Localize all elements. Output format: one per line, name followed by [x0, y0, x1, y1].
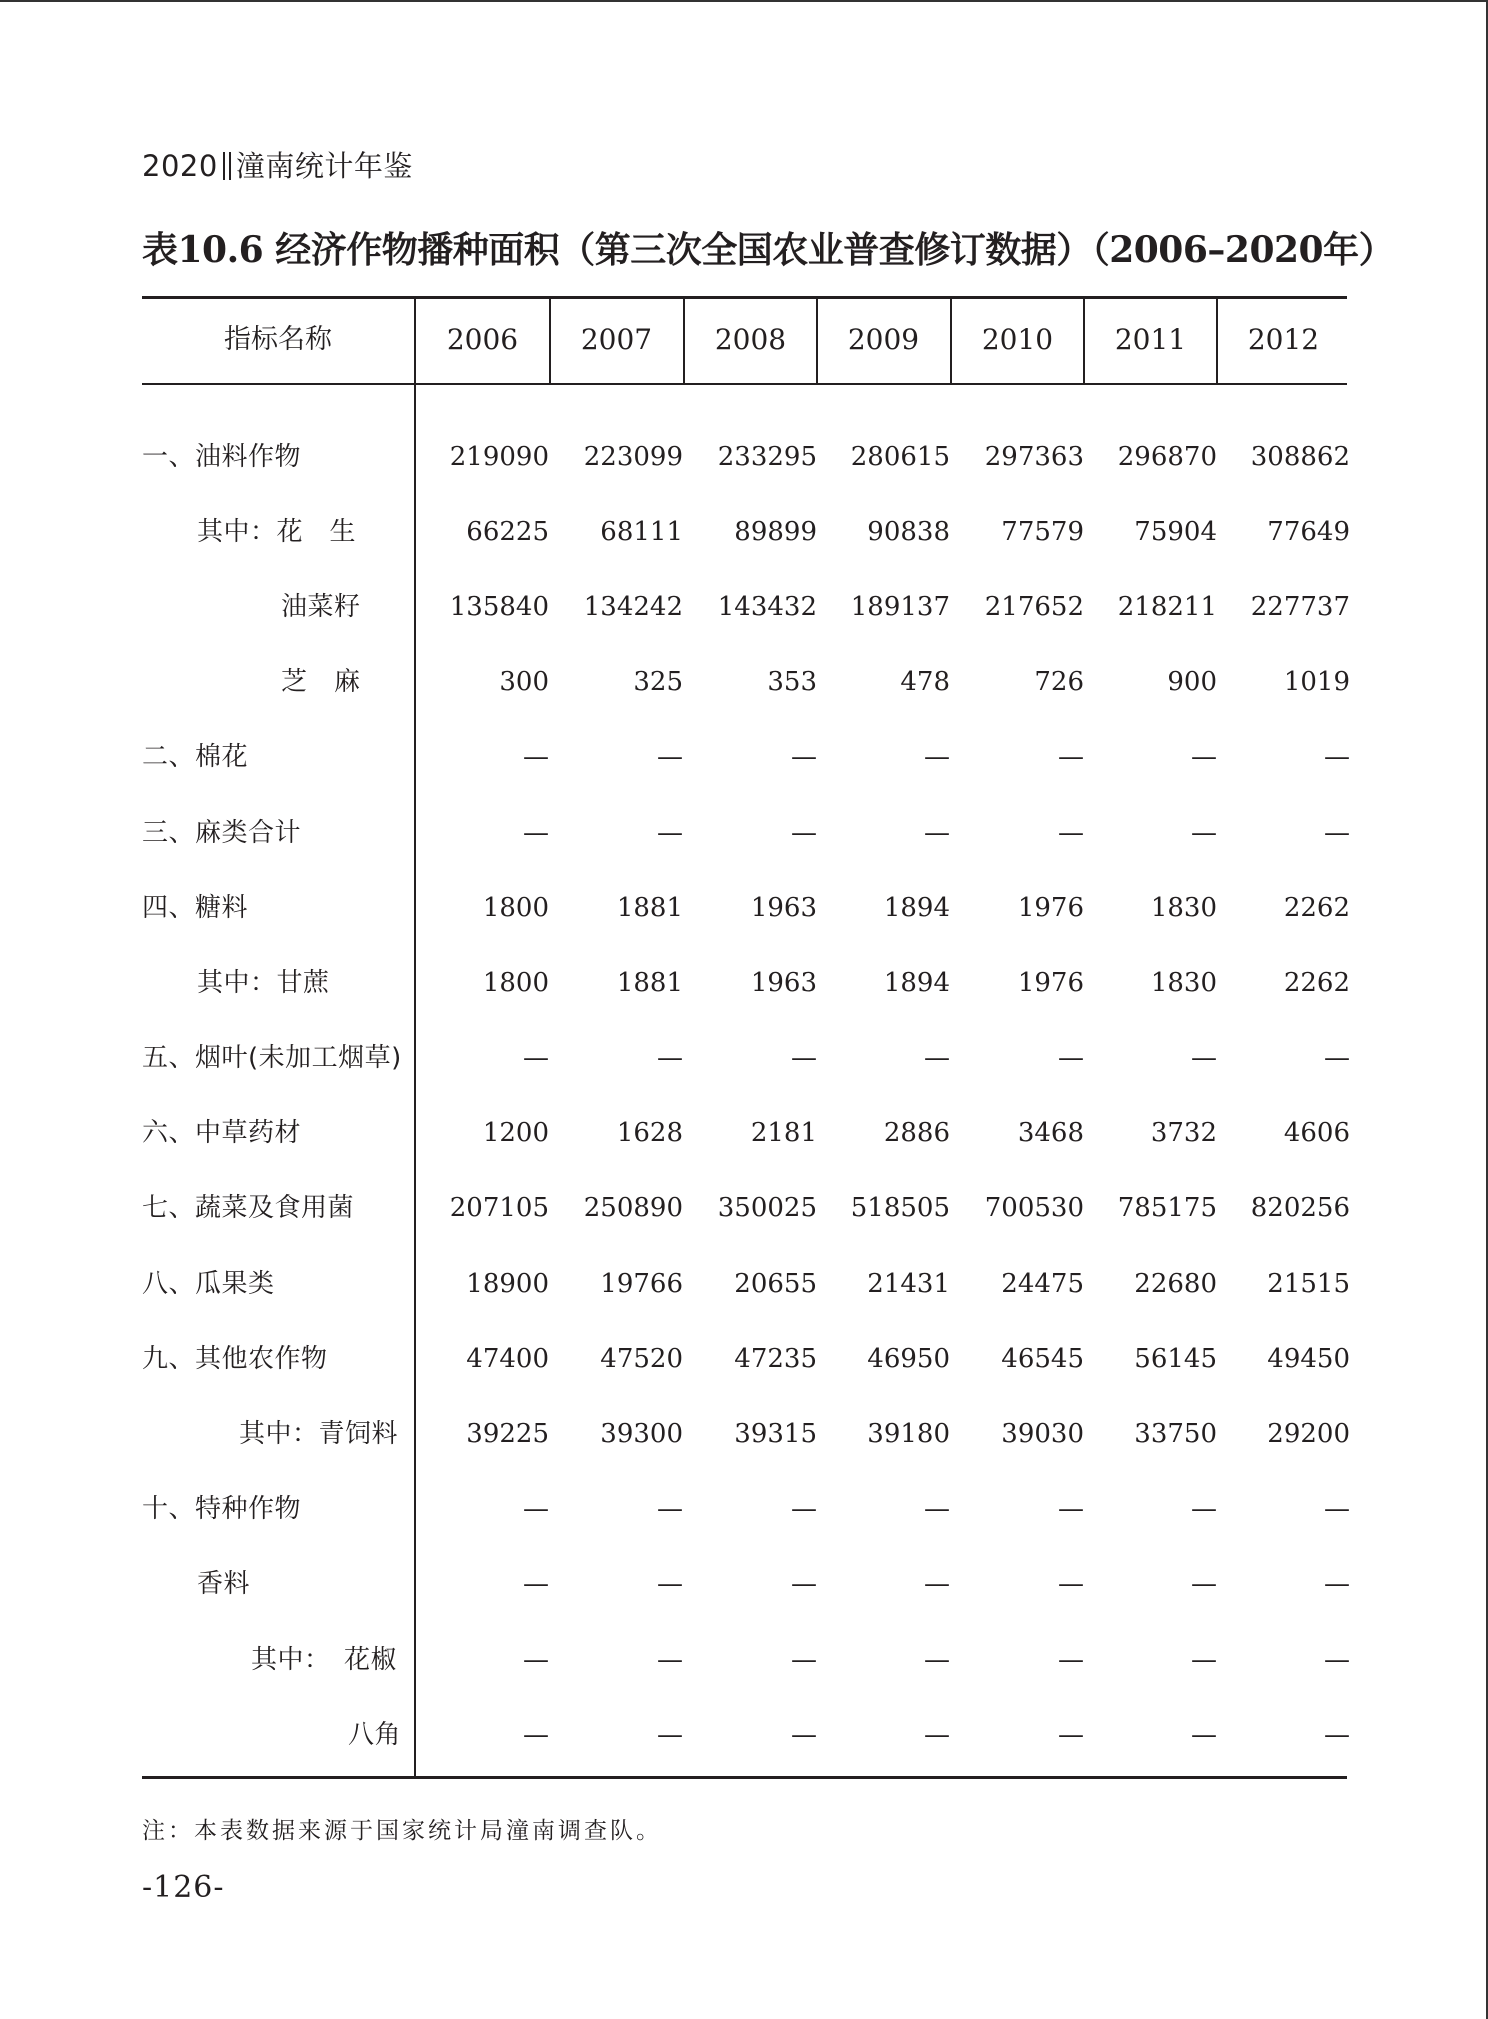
cell-value: — — [523, 1569, 549, 1599]
header-year-2006: 2006 — [446, 323, 519, 356]
cell-value: 353 — [767, 667, 817, 697]
cell-value: 1894 — [883, 893, 950, 923]
cell-value: 207105 — [449, 1193, 549, 1223]
table-row — [142, 1264, 1350, 1304]
cell-value: 39180 — [867, 1419, 950, 1449]
table-row — [142, 1038, 1350, 1078]
row-label: 其中：青饲料 — [239, 1419, 399, 1449]
cell-value: — — [1191, 1043, 1217, 1073]
cell-value: 3732 — [1150, 1118, 1217, 1148]
cell-value: 1628 — [616, 1118, 683, 1148]
cell-value: 227737 — [1250, 592, 1350, 622]
cell-value: — — [657, 818, 683, 848]
cell-value: 39225 — [466, 1419, 549, 1449]
cell-value: 1830 — [1150, 893, 1217, 923]
cell-value: — — [1191, 1569, 1217, 1599]
cell-value: 22680 — [1134, 1269, 1217, 1299]
page-frame-top — [0, 0, 1488, 2]
cell-value: 90838 — [867, 517, 950, 547]
cell-value: — — [1324, 1569, 1350, 1599]
table-row — [142, 1640, 1350, 1680]
row-label: 其中：花 生 — [197, 517, 357, 547]
cell-value: 1963 — [750, 893, 817, 923]
cell-value: 726 — [1034, 667, 1084, 697]
table-row — [142, 1339, 1350, 1379]
cell-value: — — [1324, 1043, 1350, 1073]
cell-value: — — [1324, 1645, 1350, 1675]
cell-value: 518505 — [850, 1193, 950, 1223]
cell-value: — — [791, 1720, 817, 1750]
cell-value: 21515 — [1267, 1269, 1350, 1299]
header-indicator-name: 指标名称 — [224, 324, 332, 355]
cell-value: 46545 — [1001, 1344, 1084, 1374]
row-label: 其中： 花椒 — [251, 1645, 398, 1675]
cell-value: — — [1058, 1043, 1084, 1073]
cell-value: 2262 — [1283, 893, 1350, 923]
cell-value: — — [1191, 1645, 1217, 1675]
cell-value: 300 — [499, 667, 549, 697]
cell-value: 1976 — [1017, 893, 1084, 923]
cell-value: 1963 — [750, 968, 817, 998]
cell-value: 217652 — [984, 592, 1084, 622]
table-row — [142, 963, 1350, 1003]
cell-value: — — [1324, 1720, 1350, 1750]
row-label: 六、中草药材 — [142, 1118, 302, 1148]
cell-value: — — [523, 1645, 549, 1675]
cell-value: 143432 — [717, 592, 817, 622]
row-label: 四、糖料 — [142, 893, 249, 923]
row-label: 油菜籽 — [281, 592, 361, 622]
table-row — [142, 1188, 1350, 1228]
cell-value: 89899 — [734, 517, 817, 547]
cell-value: — — [924, 742, 950, 772]
cell-value: 134242 — [583, 592, 683, 622]
header-year-2012: 2012 — [1247, 323, 1320, 356]
cell-value: — — [791, 818, 817, 848]
cell-value: — — [1058, 742, 1084, 772]
cell-value: — — [924, 1720, 950, 1750]
cell-value: 1894 — [883, 968, 950, 998]
cell-value: — — [657, 1720, 683, 1750]
cell-value: — — [1058, 818, 1084, 848]
table-row — [142, 1113, 1350, 1153]
cell-value: — — [924, 1569, 950, 1599]
header-year-2009: 2009 — [847, 323, 920, 356]
cell-value: 1800 — [482, 893, 549, 923]
cell-value: 47235 — [734, 1344, 817, 1374]
row-label: 香料 — [197, 1569, 251, 1599]
cell-value: 1800 — [482, 968, 549, 998]
cell-value: 1019 — [1283, 667, 1350, 697]
cell-value: 350025 — [717, 1193, 817, 1223]
cell-value: 308862 — [1250, 442, 1350, 472]
cell-value: — — [523, 742, 549, 772]
cell-value: 296870 — [1117, 442, 1217, 472]
cell-value: — — [1324, 1494, 1350, 1524]
header-year-2011: 2011 — [1114, 323, 1187, 356]
row-label: 三、麻类合计 — [142, 818, 302, 848]
cell-value: — — [1191, 1720, 1217, 1750]
table-row — [142, 737, 1350, 777]
cell-value: 39300 — [600, 1419, 683, 1449]
cell-value: 2181 — [750, 1118, 817, 1148]
cell-value: — — [791, 1569, 817, 1599]
row-label: 七、蔬菜及食用菌 — [142, 1193, 355, 1223]
row-label: 二、棉花 — [142, 742, 249, 772]
cell-value: 47520 — [600, 1344, 683, 1374]
cell-value: 4606 — [1283, 1118, 1350, 1148]
header-year-2010: 2010 — [981, 323, 1054, 356]
cell-value: — — [924, 818, 950, 848]
row-label: 十、特种作物 — [142, 1494, 302, 1524]
cell-value: 1881 — [616, 893, 683, 923]
cell-value: — — [1058, 1494, 1084, 1524]
cell-value: 39030 — [1001, 1419, 1084, 1449]
cell-value: 33750 — [1134, 1419, 1217, 1449]
row-label: 八角 — [348, 1720, 402, 1750]
table-row — [142, 813, 1350, 853]
cell-value: — — [657, 1569, 683, 1599]
cell-value: — — [1324, 742, 1350, 772]
cell-value: — — [523, 1043, 549, 1073]
cell-value: 77649 — [1267, 517, 1350, 547]
header-year-2008: 2008 — [714, 323, 787, 356]
table-row — [142, 888, 1350, 928]
cell-value: — — [523, 1494, 549, 1524]
cell-value: 325 — [633, 667, 683, 697]
table-row — [142, 1489, 1350, 1529]
cell-value: 19766 — [600, 1269, 683, 1299]
table-row — [142, 1715, 1350, 1755]
row-label: 芝 麻 — [281, 667, 361, 697]
table-row — [142, 662, 1350, 702]
cell-value: 189137 — [850, 592, 950, 622]
table-title: 表10.6 经济作物播种面积（第三次全国农业普查修订数据）（2006–2020年） — [142, 229, 1395, 271]
row-label: 五、烟叶(未加工烟草) — [142, 1043, 402, 1073]
cell-value: — — [924, 1043, 950, 1073]
cell-value: — — [1324, 818, 1350, 848]
cell-value: 820256 — [1250, 1193, 1350, 1223]
cell-value: — — [924, 1645, 950, 1675]
table-row — [142, 587, 1350, 627]
row-label: 其中：甘蔗 — [197, 968, 330, 998]
row-label: 八、瓜果类 — [142, 1269, 275, 1299]
cell-value: 20655 — [734, 1269, 817, 1299]
cell-value: — — [791, 742, 817, 772]
cell-value: 2262 — [1283, 968, 1350, 998]
cell-value: — — [791, 1494, 817, 1524]
table-row — [142, 1564, 1350, 1604]
cell-value: — — [1058, 1645, 1084, 1675]
running-head-separator — [223, 152, 231, 180]
running-head-year: 2020 — [142, 149, 218, 183]
table-row — [142, 1414, 1350, 1454]
cell-value: 478 — [900, 667, 950, 697]
cell-value: — — [924, 1494, 950, 1524]
cell-value: 68111 — [600, 517, 683, 547]
running-head — [142, 144, 413, 185]
cell-value: 3468 — [1017, 1118, 1084, 1148]
cell-value: — — [791, 1645, 817, 1675]
cell-value: — — [657, 1645, 683, 1675]
cell-value: 900 — [1167, 667, 1217, 697]
cell-value: 21431 — [867, 1269, 950, 1299]
cell-value: 1881 — [616, 968, 683, 998]
cell-value: 1200 — [482, 1118, 549, 1148]
cell-value: — — [657, 742, 683, 772]
cell-value: 785175 — [1117, 1193, 1217, 1223]
table-note: 注：本表数据来源于国家统计局潼南调查队。 — [142, 1818, 662, 1844]
cell-value: 280615 — [850, 442, 950, 472]
row-label: 九、其他农作物 — [142, 1344, 328, 1374]
cell-value: — — [523, 818, 549, 848]
cell-value: — — [657, 1494, 683, 1524]
cell-value: — — [657, 1043, 683, 1073]
cell-value: 75904 — [1134, 517, 1217, 547]
table-row — [142, 512, 1350, 552]
table-bottom-rule — [142, 1776, 1347, 1779]
cell-value: 39315 — [734, 1419, 817, 1449]
cell-value: — — [1191, 1494, 1217, 1524]
cell-value: 29200 — [1267, 1419, 1350, 1449]
running-head-title: 潼南统计年鉴 — [235, 149, 413, 183]
cell-value: 223099 — [583, 442, 683, 472]
cell-value: 1976 — [1017, 968, 1084, 998]
cell-value: 18900 — [466, 1269, 549, 1299]
cell-value: 218211 — [1117, 592, 1217, 622]
cell-value: — — [1058, 1569, 1084, 1599]
cell-value: 700530 — [984, 1193, 1084, 1223]
cell-value: — — [523, 1720, 549, 1750]
cell-value: — — [1191, 818, 1217, 848]
cell-value: — — [1058, 1720, 1084, 1750]
cell-value: 49450 — [1267, 1344, 1350, 1374]
cell-value: 2886 — [883, 1118, 950, 1148]
page-number: -126- — [142, 1870, 225, 1905]
cell-value: 77579 — [1001, 517, 1084, 547]
row-label: 一、油料作物 — [142, 442, 302, 472]
cell-value: — — [1191, 742, 1217, 772]
cell-value: 233295 — [717, 442, 817, 472]
table-row — [142, 437, 1350, 477]
cell-value: 250890 — [583, 1193, 683, 1223]
cell-value: 24475 — [1001, 1269, 1084, 1299]
cell-value: 47400 — [466, 1344, 549, 1374]
cell-value: 297363 — [984, 442, 1084, 472]
cell-value: 56145 — [1134, 1344, 1217, 1374]
cell-value: 1830 — [1150, 968, 1217, 998]
cell-value: 135840 — [449, 592, 549, 622]
header-year-2007: 2007 — [580, 323, 653, 356]
cell-value: — — [791, 1043, 817, 1073]
cell-value: 46950 — [867, 1344, 950, 1374]
cell-value: 66225 — [466, 517, 549, 547]
cell-value: 219090 — [449, 442, 549, 472]
